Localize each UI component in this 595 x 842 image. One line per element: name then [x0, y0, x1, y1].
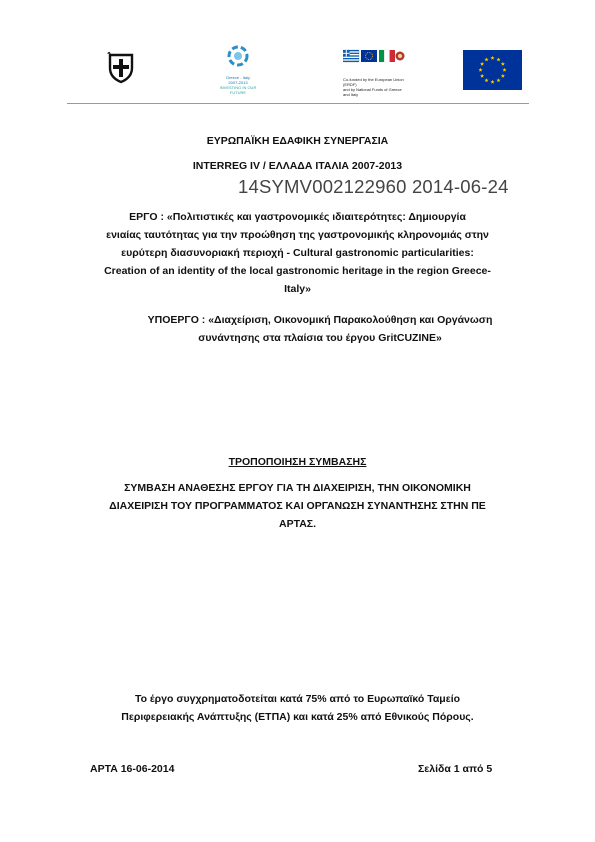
project-line: ευρύτερη διασυνοριακή περιοχή - Cultural gastronomic particularities:	[121, 247, 474, 259]
project-line: Italy»	[284, 283, 311, 295]
subproject-line: συνάντησης στα πλαίσια του έργου GritCUZINE»	[198, 332, 442, 344]
cofunding-logo-line: Co-funded by the European Union (ERDF)	[343, 77, 404, 87]
project-line: ΕΡΓΟ : «Πολιτιστικές και γαστρονομικές ιδιαιτερότητες: Δημιουργία	[129, 211, 466, 223]
greek-coat-of-arms-logo	[107, 52, 135, 84]
header-divider	[67, 103, 529, 104]
project-line: Creation of an identity of the local gastronomic heritage in the region Greece-	[104, 265, 491, 277]
funding-statement	[80, 690, 515, 726]
programme-logo-line: Greece - Italy	[225, 75, 250, 80]
subproject-description	[100, 311, 540, 347]
contract-line: ΔΙΑΧΕΙΡΙΣΗ ΤΟΥ ΠΡΟΓΡΑΜΜΑΤΟΣ ΚΑΙ ΟΡΓΑΝΩΣΗ ΣΥΝΑΝΤΗΣΗΣ ΣΤΗΝ ΠΕ	[109, 500, 486, 512]
registry-reference-number: 14SYMV002122960 2014-06-24	[238, 176, 509, 197]
programme-logo-line: 2007-2013	[228, 80, 248, 85]
eu-flag-logo	[463, 50, 522, 90]
flags-icon	[343, 48, 405, 64]
funding-line: Περιφερειακής Ανάπτυξης (ΕΤΠΑ) και κατά 25% από Εθνικούς Πόρους.	[121, 711, 474, 723]
funding-line: Το έργο συγχρηματοδοτείται κατά 75% από το Ευρωπαϊκό Ταμείο	[134, 693, 461, 705]
contract-line: ΣΥΜΒΑΣΗ ΑΝΑΘΕΣΗΣ ΕΡΓΟΥ ΓΙΑ ΤΗ ΔΙΑΧΕΙΡΙΣΗ, ΤΗΝ ΟΙΚΟΝΟΜΙΚΗ	[124, 482, 471, 494]
programme-logo-line: INVESTING IN OUR FUTURE	[219, 85, 257, 95]
eu-flag-icon	[463, 50, 522, 90]
program-heading: ΕΥΡΩΠΑΪΚΗ ΕΔΑΦΙΚΗ ΣΥΝΕΡΓΑΣΙΑ	[206, 135, 389, 147]
project-line: ενιαίας ταυτότητας για την προώθηση της γαστρονομικής κληρονομιάς στην	[106, 229, 489, 241]
amendment-title: ΤΡΟΠΟΠΟΙΗΣΗ ΣΥΜΒΑΣΗΣ	[228, 456, 367, 468]
footer-date: ΑΡΤΑ 16-06-2014	[90, 763, 175, 775]
contract-line: ΑΡΤΑΣ.	[278, 518, 317, 530]
programme-swirl-icon	[212, 44, 264, 70]
interreg-heading: INTERREG IV / ΕΛΛΑΔΑ ΙΤΑΛΙΑ 2007-2013	[192, 160, 403, 172]
coat-of-arms-icon	[107, 52, 135, 84]
cofunding-flags-logo	[343, 48, 405, 97]
project-description	[80, 208, 515, 298]
page-number: Σελίδα 1 από 5	[418, 763, 493, 775]
greece-italy-programme-logo	[212, 44, 264, 94]
cofunding-logo-line: and by National Funds of Greece and Italy	[343, 87, 402, 97]
subproject-line: ΥΠΟΕΡΓΟ : «Διαχείριση, Οικονομική Παρακολούθηση και Οργάνωση	[147, 314, 493, 326]
contract-description	[80, 479, 515, 533]
